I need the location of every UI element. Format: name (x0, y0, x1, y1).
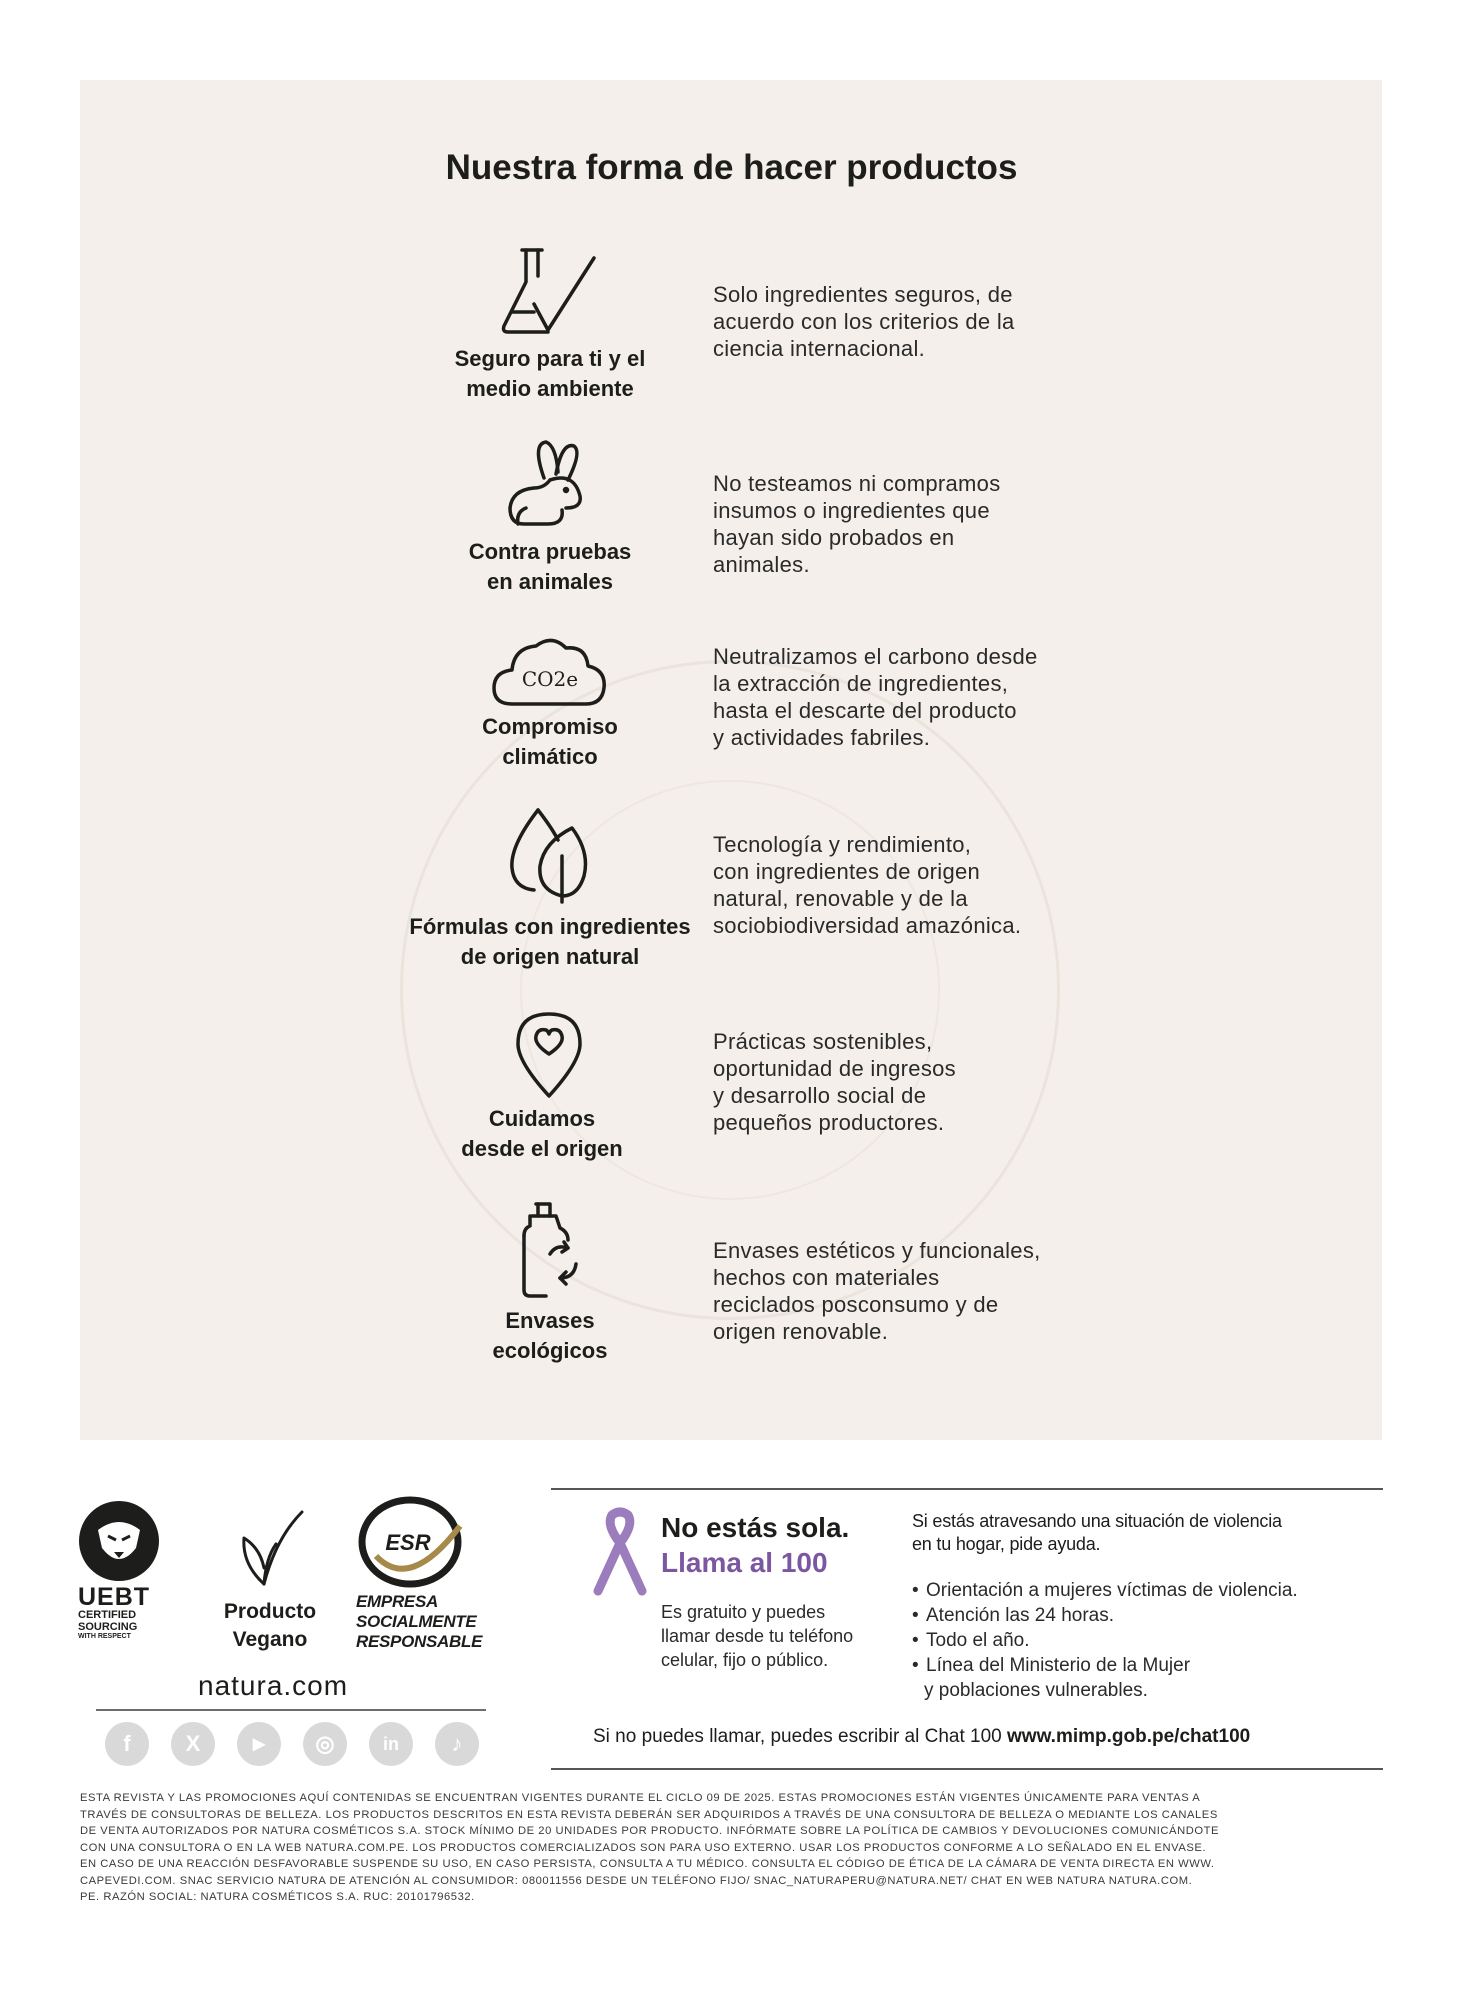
list-item: y poblaciones vulnerables. (924, 1680, 1148, 1701)
feature-label-seguro: Seguro para ti y el medio ambiente (454, 346, 646, 401)
facebook-icon[interactable]: f (105, 1722, 149, 1766)
instagram-icon[interactable]: ◎ (303, 1722, 347, 1766)
feature-desc-formulas: Tecnología y rendimiento, con ingredientes de origen natural, renovable y de la sociobiodiversidad amazónica. (713, 832, 1022, 938)
hotline-intro: Si estás atravesando una situación de violencia en tu hogar, pide ayuda. (912, 1511, 1282, 1554)
vegan-leaf-icon (236, 1508, 306, 1593)
x-icon[interactable]: X (171, 1722, 215, 1766)
list-item: • Línea del Ministerio de la Mujer (912, 1655, 1191, 1676)
list-item: • Todo el año. (912, 1630, 1030, 1651)
recycle-bottle-icon (516, 1200, 586, 1300)
svg-text:CO2e: CO2e (521, 667, 579, 691)
feature-label-formulas: Fórmulas con ingredientes de origen natural (409, 914, 691, 969)
chat-100-link[interactable]: www.mimp.gob.pe/chat100 (1007, 1726, 1251, 1747)
feature-desc-pruebas: No testeamos ni compramos insumos o ingredientes que hayan sido probados en animales. (713, 471, 1001, 577)
linkedin-icon[interactable]: in (369, 1722, 413, 1766)
uebt-lion-icon (78, 1500, 160, 1587)
feature-label-origen: Cuidamos desde el origen (461, 1106, 623, 1161)
hotline-free-text: Es gratuito y puedes llamar desde tu teléfono celular, fijo o público. (661, 1602, 854, 1670)
leaf-drop-icon (508, 806, 592, 906)
cloud-co2-icon (490, 632, 610, 712)
feature-desc-origen: Prácticas sostenibles, oportunidad de ingresos y desarrollo social de pequeños productores. (713, 1029, 956, 1135)
youtube-icon[interactable]: ▶ (237, 1722, 281, 1766)
location-heart-icon (514, 1010, 584, 1100)
hotline-heading: No estás sola. (661, 1512, 850, 1543)
feature-desc-seguro: Solo ingredientes seguros, de acuerdo con los criterios de la ciencia internacional. (713, 282, 1015, 361)
hotline-call[interactable]: Llama al 100 (661, 1547, 828, 1578)
feature-label-clima: Compromiso climático (482, 714, 618, 769)
rabbit-icon (504, 438, 596, 530)
feature-desc-envases: Envases estéticos y funcionales, hechos con materiales reciclados posconsumo y de origen renovable. (713, 1238, 1041, 1344)
vegan-certification: Producto Vegano (223, 1600, 317, 1651)
website-divider (96, 1709, 486, 1711)
hotline-bullets (912, 1578, 1372, 1703)
hotline-divider-bottom (551, 1768, 1383, 1770)
list-item: • Orientación a mujeres víctimas de violencia. (912, 1580, 1298, 1601)
page-title: Nuestra forma de hacer productos (445, 148, 1018, 187)
website-link[interactable]: natura.com (198, 1670, 349, 1701)
legal-disclaimer: ESTA REVISTA Y LAS PROMOCIONES AQUÍ CONTENIDAS SE ENCUENTRAN VIGENTES DURANTE EL CICLO 09 DE 2025. ESTAS PROMOCIONES ESTÁN VIGENTES ÚNICAMENTE PARA VENTAS A TRAVÉS DE CONSULTORAS DE BELLEZA. LOS PRODUCTOS DESCRITOS EN ESTA REVISTA DEBERÁN SER ADQUIRIDOS A TRAVÉS DE UNA CONSULTORA DE BELLEZA O MEDIANTE LOS CANALES DE VENTA AUTORIZADOS POR NATURA COSMÉTICOS S.A. STOCK MÍNIMO DE 20 UNIDADES POR PRODUCTO. INFÓRMATE SOBRE LA POLÍTICA DE CAMBIOS Y DEVOLUCIONES COMUNICÁNDOTE CON UNA CONSULTORA O EN LA WEB NATURA.COM.PE. LOS PRODUCTOS COMERCIALIZADOS SON PARA USO EXTERNO. USAR LOS PRODUCTOS CONFORME A LO SEÑALADO EN EL ENVASE. EN CASO DE UNA REACCIÓN DESFAVORABLE SUSPENDE SU USO, EN CASO PERSISTA, CONSULTA A TU MÉDICO. CONSULTA EL CÓDIGO DE ÉTICA DE LA CÁMARA DE VENTA DIRECTA EN WWW. CAPEVEDI.COM. SNAC SERVICIO NATURA DE ATENCIÓN AL CONSUMIDOR: 080011556 DESDE UN TELÉFONO FIJO/ SNAC_NATURAPERU@NATURA.NET/ CHAT EN WEB NATURA NATURA.COM. PE. RAZÓN SOCIAL: NATURA COSMÉTICOS S.A. RUC: 20101796532. (80, 1792, 1219, 1903)
uebt-certification: UEBT CERTIFIED SOURCING WITH RESPECT (78, 1583, 151, 1640)
chat-100-text: Si no puedes llamar, puedes escribir al Chat 100 www.mimp.gob.pe/chat100 (593, 1726, 1251, 1747)
esr-certification: EMPRESA SOCIALMENTE RESPONSABLE (356, 1592, 483, 1651)
feature-label-envases: Envases ecológicos (492, 1308, 608, 1363)
list-item: • Atención las 24 horas. (912, 1605, 1115, 1626)
feature-label-pruebas: Contra pruebas en animales (468, 539, 632, 594)
flask-check-icon (498, 246, 602, 338)
esr-seal-icon (356, 1496, 466, 1593)
hotline-divider-top (551, 1488, 1383, 1490)
svg-text:ESR: ESR (385, 1530, 431, 1555)
purple-ribbon-icon (590, 1507, 650, 1602)
feature-desc-clima: Neutralizamos el carbono desde la extracción de ingredientes, hasta el descarte del producto y actividades fabriles. (713, 644, 1038, 750)
tiktok-icon[interactable]: ♪ (435, 1722, 479, 1766)
